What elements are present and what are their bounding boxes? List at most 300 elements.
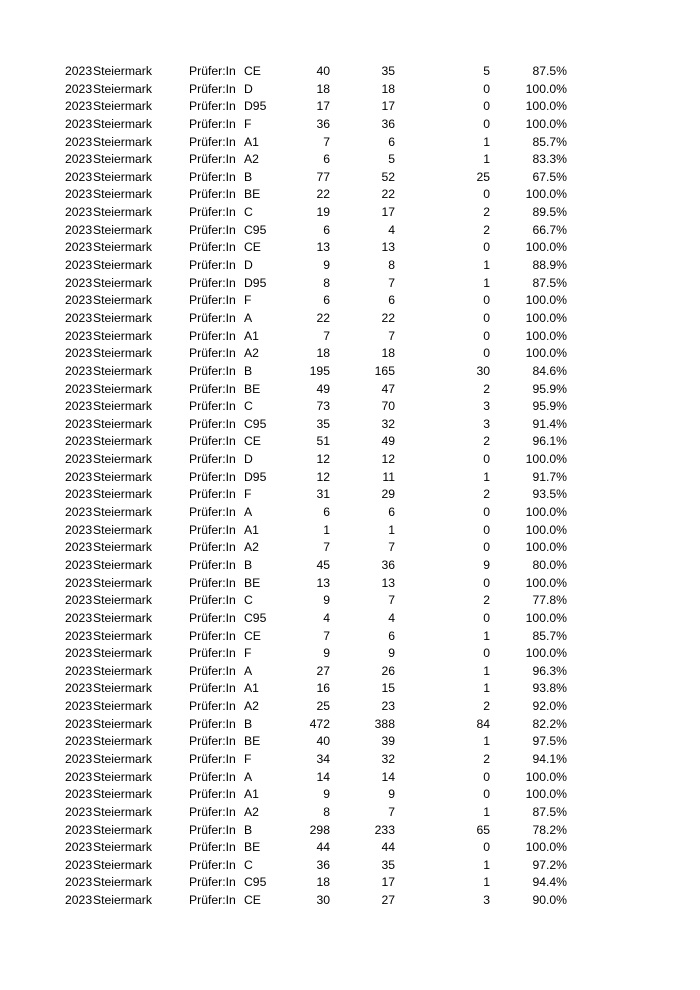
cell-role: Prüfer:In	[189, 540, 236, 555]
table-row	[65, 310, 575, 328]
cell-failed: 0	[483, 787, 490, 802]
cell-license-class: B	[244, 557, 253, 572]
cell-role: Prüfer:In	[189, 557, 236, 572]
cell-pass-rate: 96.3%	[532, 663, 567, 678]
cell-state: Steiermark	[93, 893, 152, 908]
cell-pass-rate: 93.5%	[532, 487, 567, 502]
cell-total: 18	[316, 875, 330, 890]
table-row	[65, 257, 575, 275]
cell-failed: 65	[476, 822, 490, 837]
cell-total: 51	[316, 434, 330, 449]
cell-total: 17	[316, 99, 330, 114]
cell-total: 27	[316, 663, 330, 678]
table-row	[65, 292, 575, 310]
cell-year: 2023	[65, 99, 93, 114]
cell-year: 2023	[65, 628, 93, 643]
cell-state: Steiermark	[93, 804, 152, 819]
cell-year: 2023	[65, 857, 93, 872]
cell-pass-rate: 100.0%	[525, 187, 567, 202]
cell-total: 16	[316, 681, 330, 696]
cell-failed: 0	[483, 328, 490, 343]
cell-role: Prüfer:In	[189, 187, 236, 202]
cell-year: 2023	[65, 840, 93, 855]
cell-state: Steiermark	[93, 469, 152, 484]
cell-failed: 3	[483, 399, 490, 414]
cell-license-class: B	[244, 169, 253, 184]
cell-year: 2023	[65, 505, 93, 520]
table-row	[65, 769, 575, 787]
cell-failed: 0	[483, 240, 490, 255]
cell-passed: 6	[388, 628, 395, 643]
cell-pass-rate: 94.4%	[532, 875, 567, 890]
cell-role: Prüfer:In	[189, 822, 236, 837]
table-row	[65, 151, 575, 169]
cell-license-class: F	[244, 116, 252, 131]
cell-pass-rate: 97.5%	[532, 734, 567, 749]
table-row	[65, 822, 575, 840]
table-row	[65, 116, 575, 134]
cell-total: 6	[323, 152, 330, 167]
cell-total: 22	[316, 310, 330, 325]
table-row	[65, 663, 575, 681]
cell-passed: 22	[381, 310, 395, 325]
cell-year: 2023	[65, 152, 93, 167]
cell-year: 2023	[65, 681, 93, 696]
cell-state: Steiermark	[93, 169, 152, 184]
cell-failed: 3	[483, 416, 490, 431]
cell-license-class: BE	[244, 734, 261, 749]
cell-state: Steiermark	[93, 699, 152, 714]
cell-pass-rate: 85.7%	[532, 134, 567, 149]
cell-passed: 18	[381, 346, 395, 361]
table-row	[65, 716, 575, 734]
cell-year: 2023	[65, 575, 93, 590]
cell-state: Steiermark	[93, 716, 152, 731]
cell-pass-rate: 94.1%	[532, 751, 567, 766]
cell-role: Prüfer:In	[189, 734, 236, 749]
cell-license-class: F	[244, 293, 252, 308]
table-row	[65, 328, 575, 346]
cell-pass-rate: 66.7%	[532, 222, 567, 237]
cell-total: 18	[316, 346, 330, 361]
table-row	[65, 733, 575, 751]
table-row	[65, 786, 575, 804]
cell-total: 6	[323, 505, 330, 520]
cell-year: 2023	[65, 64, 93, 78]
table-row	[65, 222, 575, 240]
cell-failed: 1	[483, 258, 490, 273]
cell-passed: 9	[388, 646, 395, 661]
table-row	[65, 345, 575, 363]
cell-license-class: BE	[244, 840, 261, 855]
cell-total: 13	[316, 240, 330, 255]
cell-total: 22	[316, 187, 330, 202]
cell-license-class: BE	[244, 187, 261, 202]
cell-role: Prüfer:In	[189, 381, 236, 396]
cell-license-class: A1	[244, 681, 259, 696]
cell-state: Steiermark	[93, 840, 152, 855]
cell-license-class: B	[244, 363, 253, 378]
cell-state: Steiermark	[93, 258, 152, 273]
cell-total: 19	[316, 205, 330, 220]
cell-failed: 0	[483, 346, 490, 361]
cell-role: Prüfer:In	[189, 716, 236, 731]
cell-license-class: A	[244, 663, 253, 678]
cell-passed: 17	[381, 99, 395, 114]
cell-failed: 0	[483, 769, 490, 784]
table-row	[65, 134, 575, 152]
cell-license-class: D95	[244, 275, 267, 290]
cell-role: Prüfer:In	[189, 505, 236, 520]
cell-failed: 0	[483, 540, 490, 555]
cell-role: Prüfer:In	[189, 699, 236, 714]
table-row	[65, 98, 575, 116]
cell-year: 2023	[65, 769, 93, 784]
cell-pass-rate: 84.6%	[532, 363, 567, 378]
cell-pass-rate: 90.0%	[532, 893, 567, 908]
cell-total: 13	[316, 575, 330, 590]
cell-role: Prüfer:In	[189, 628, 236, 643]
cell-state: Steiermark	[93, 381, 152, 396]
cell-role: Prüfer:In	[189, 434, 236, 449]
cell-state: Steiermark	[93, 187, 152, 202]
cell-total: 49	[316, 381, 330, 396]
cell-state: Steiermark	[93, 593, 152, 608]
cell-passed: 9	[388, 787, 395, 802]
cell-passed: 7	[388, 804, 395, 819]
cell-role: Prüfer:In	[189, 416, 236, 431]
cell-role: Prüfer:In	[189, 787, 236, 802]
cell-passed: 49	[381, 434, 395, 449]
cell-total: 7	[323, 540, 330, 555]
cell-year: 2023	[65, 169, 93, 184]
cell-passed: 388	[374, 716, 395, 731]
cell-state: Steiermark	[93, 363, 152, 378]
cell-pass-rate: 96.1%	[532, 434, 567, 449]
cell-total: 9	[323, 593, 330, 608]
cell-failed: 1	[483, 663, 490, 678]
cell-total: 31	[316, 487, 330, 502]
cell-state: Steiermark	[93, 346, 152, 361]
table-row	[65, 575, 575, 593]
cell-year: 2023	[65, 399, 93, 414]
table-row	[65, 186, 575, 204]
cell-license-class: BE	[244, 381, 261, 396]
cell-year: 2023	[65, 363, 93, 378]
cell-year: 2023	[65, 187, 93, 202]
cell-passed: 44	[381, 840, 395, 855]
table-row	[65, 539, 575, 557]
cell-pass-rate: 88.9%	[532, 258, 567, 273]
table-row	[65, 275, 575, 293]
cell-state: Steiermark	[93, 822, 152, 837]
table-row	[65, 698, 575, 716]
cell-license-class: A	[244, 505, 253, 520]
cell-failed: 1	[483, 152, 490, 167]
cell-passed: 52	[381, 169, 395, 184]
cell-year: 2023	[65, 434, 93, 449]
cell-state: Steiermark	[93, 205, 152, 220]
cell-pass-rate: 100.0%	[525, 540, 567, 555]
cell-passed: 22	[381, 187, 395, 202]
cell-pass-rate: 100.0%	[525, 840, 567, 855]
cell-year: 2023	[65, 522, 93, 537]
cell-passed: 6	[388, 134, 395, 149]
cell-pass-rate: 100.0%	[525, 610, 567, 625]
cell-passed: 4	[388, 610, 395, 625]
cell-year: 2023	[65, 222, 93, 237]
cell-failed: 2	[483, 381, 490, 396]
cell-pass-rate: 100.0%	[525, 346, 567, 361]
cell-pass-rate: 95.9%	[532, 399, 567, 414]
cell-passed: 32	[381, 416, 395, 431]
cell-state: Steiermark	[93, 275, 152, 290]
cell-pass-rate: 78.2%	[532, 822, 567, 837]
cell-role: Prüfer:In	[189, 487, 236, 502]
cell-failed: 2	[483, 699, 490, 714]
cell-total: 77	[316, 169, 330, 184]
cell-state: Steiermark	[93, 857, 152, 872]
cell-failed: 0	[483, 522, 490, 537]
cell-failed: 25	[476, 169, 490, 184]
table-row	[65, 892, 575, 910]
cell-role: Prüfer:In	[189, 857, 236, 872]
cell-state: Steiermark	[93, 310, 152, 325]
cell-state: Steiermark	[93, 64, 152, 78]
cell-passed: 4	[388, 222, 395, 237]
cell-failed: 2	[483, 205, 490, 220]
table-row	[65, 592, 575, 610]
cell-role: Prüfer:In	[189, 646, 236, 661]
cell-role: Prüfer:In	[189, 205, 236, 220]
table-row	[65, 416, 575, 434]
cell-license-class: A1	[244, 134, 259, 149]
cell-year: 2023	[65, 787, 93, 802]
cell-passed: 23	[381, 699, 395, 714]
cell-failed: 1	[483, 469, 490, 484]
cell-state: Steiermark	[93, 134, 152, 149]
cell-failed: 0	[483, 293, 490, 308]
cell-failed: 0	[483, 646, 490, 661]
table-row	[65, 804, 575, 822]
cell-year: 2023	[65, 487, 93, 502]
cell-passed: 27	[381, 893, 395, 908]
cell-state: Steiermark	[93, 328, 152, 343]
cell-license-class: A	[244, 769, 253, 784]
cell-total: 40	[316, 64, 330, 78]
cell-passed: 13	[381, 575, 395, 590]
cell-total: 12	[316, 469, 330, 484]
cell-total: 7	[323, 328, 330, 343]
cell-year: 2023	[65, 381, 93, 396]
cell-state: Steiermark	[93, 540, 152, 555]
cell-passed: 7	[388, 275, 395, 290]
cell-year: 2023	[65, 469, 93, 484]
cell-role: Prüfer:In	[189, 134, 236, 149]
cell-role: Prüfer:In	[189, 99, 236, 114]
cell-role: Prüfer:In	[189, 152, 236, 167]
cell-failed: 0	[483, 610, 490, 625]
cell-license-class: BE	[244, 575, 261, 590]
cell-license-class: D	[244, 452, 253, 467]
cell-role: Prüfer:In	[189, 751, 236, 766]
cell-role: Prüfer:In	[189, 769, 236, 784]
cell-role: Prüfer:In	[189, 452, 236, 467]
cell-role: Prüfer:In	[189, 240, 236, 255]
cell-total: 7	[323, 628, 330, 643]
cell-state: Steiermark	[93, 416, 152, 431]
cell-license-class: A2	[244, 699, 259, 714]
cell-role: Prüfer:In	[189, 893, 236, 908]
cell-state: Steiermark	[93, 769, 152, 784]
cell-year: 2023	[65, 416, 93, 431]
cell-year: 2023	[65, 346, 93, 361]
cell-license-class: F	[244, 487, 252, 502]
cell-state: Steiermark	[93, 81, 152, 96]
cell-pass-rate: 87.5%	[532, 804, 567, 819]
cell-pass-rate: 91.7%	[532, 469, 567, 484]
cell-state: Steiermark	[93, 875, 152, 890]
cell-failed: 2	[483, 487, 490, 502]
cell-total: 195	[309, 363, 330, 378]
cell-pass-rate: 100.0%	[525, 769, 567, 784]
cell-pass-rate: 89.5%	[532, 205, 567, 220]
cell-license-class: A1	[244, 328, 259, 343]
table-row	[65, 451, 575, 469]
cell-role: Prüfer:In	[189, 469, 236, 484]
cell-total: 8	[323, 804, 330, 819]
cell-role: Prüfer:In	[189, 522, 236, 537]
cell-license-class: A	[244, 310, 253, 325]
cell-pass-rate: 100.0%	[525, 328, 567, 343]
cell-pass-rate: 100.0%	[525, 81, 567, 96]
cell-state: Steiermark	[93, 663, 152, 678]
cell-year: 2023	[65, 557, 93, 572]
cell-pass-rate: 87.5%	[532, 275, 567, 290]
cell-pass-rate: 100.0%	[525, 452, 567, 467]
cell-pass-rate: 97.2%	[532, 857, 567, 872]
cell-failed: 2	[483, 593, 490, 608]
cell-license-class: CE	[244, 893, 261, 908]
cell-failed: 1	[483, 275, 490, 290]
cell-total: 14	[316, 769, 330, 784]
cell-role: Prüfer:In	[189, 610, 236, 625]
cell-passed: 8	[388, 258, 395, 273]
cell-pass-rate: 92.0%	[532, 699, 567, 714]
cell-license-class: C95	[244, 222, 267, 237]
cell-license-class: D	[244, 258, 253, 273]
cell-state: Steiermark	[93, 610, 152, 625]
table-row	[65, 839, 575, 857]
cell-failed: 84	[476, 716, 490, 731]
cell-year: 2023	[65, 205, 93, 220]
cell-pass-rate: 100.0%	[525, 293, 567, 308]
cell-year: 2023	[65, 540, 93, 555]
cell-pass-rate: 100.0%	[525, 116, 567, 131]
cell-year: 2023	[65, 240, 93, 255]
cell-pass-rate: 77.8%	[532, 593, 567, 608]
cell-role: Prüfer:In	[189, 116, 236, 131]
cell-passed: 14	[381, 769, 395, 784]
cell-year: 2023	[65, 875, 93, 890]
cell-passed: 35	[381, 857, 395, 872]
cell-state: Steiermark	[93, 522, 152, 537]
cell-state: Steiermark	[93, 399, 152, 414]
cell-passed: 165	[374, 363, 395, 378]
cell-state: Steiermark	[93, 99, 152, 114]
cell-license-class: B	[244, 822, 253, 837]
cell-passed: 13	[381, 240, 395, 255]
cell-license-class: CE	[244, 64, 261, 78]
cell-license-class: A2	[244, 152, 259, 167]
cell-role: Prüfer:In	[189, 363, 236, 378]
cell-total: 9	[323, 258, 330, 273]
cell-year: 2023	[65, 293, 93, 308]
cell-state: Steiermark	[93, 152, 152, 167]
cell-failed: 1	[483, 875, 490, 890]
cell-passed: 26	[381, 663, 395, 678]
cell-year: 2023	[65, 134, 93, 149]
cell-total: 6	[323, 222, 330, 237]
cell-license-class: F	[244, 646, 252, 661]
cell-failed: 2	[483, 222, 490, 237]
cell-state: Steiermark	[93, 434, 152, 449]
cell-role: Prüfer:In	[189, 81, 236, 96]
cell-pass-rate: 95.9%	[532, 381, 567, 396]
table-row	[65, 398, 575, 416]
cell-license-class: C95	[244, 610, 267, 625]
cell-role: Prüfer:In	[189, 169, 236, 184]
cell-state: Steiermark	[93, 681, 152, 696]
cell-license-class: D	[244, 81, 253, 96]
cell-pass-rate: 100.0%	[525, 575, 567, 590]
cell-pass-rate: 100.0%	[525, 240, 567, 255]
cell-passed: 70	[381, 399, 395, 414]
cell-pass-rate: 93.8%	[532, 681, 567, 696]
cell-role: Prüfer:In	[189, 875, 236, 890]
cell-total: 36	[316, 857, 330, 872]
cell-year: 2023	[65, 751, 93, 766]
cell-failed: 1	[483, 681, 490, 696]
cell-failed: 2	[483, 434, 490, 449]
cell-state: Steiermark	[93, 734, 152, 749]
cell-role: Prüfer:In	[189, 346, 236, 361]
cell-passed: 32	[381, 751, 395, 766]
cell-license-class: C95	[244, 416, 267, 431]
cell-license-class: C	[244, 205, 253, 220]
table-row	[65, 751, 575, 769]
cell-license-class: C95	[244, 875, 267, 890]
cell-year: 2023	[65, 81, 93, 96]
cell-failed: 1	[483, 134, 490, 149]
cell-pass-rate: 100.0%	[525, 522, 567, 537]
cell-total: 9	[323, 787, 330, 802]
cell-total: 18	[316, 81, 330, 96]
cell-year: 2023	[65, 328, 93, 343]
cell-failed: 1	[483, 628, 490, 643]
cell-pass-rate: 100.0%	[525, 646, 567, 661]
cell-role: Prüfer:In	[189, 804, 236, 819]
cell-pass-rate: 87.5%	[532, 64, 567, 78]
cell-pass-rate: 100.0%	[525, 310, 567, 325]
cell-license-class: CE	[244, 434, 261, 449]
cell-role: Prüfer:In	[189, 222, 236, 237]
cell-role: Prüfer:In	[189, 258, 236, 273]
cell-passed: 7	[388, 593, 395, 608]
table-row	[65, 363, 575, 381]
cell-role: Prüfer:In	[189, 293, 236, 308]
cell-total: 472	[309, 716, 330, 731]
